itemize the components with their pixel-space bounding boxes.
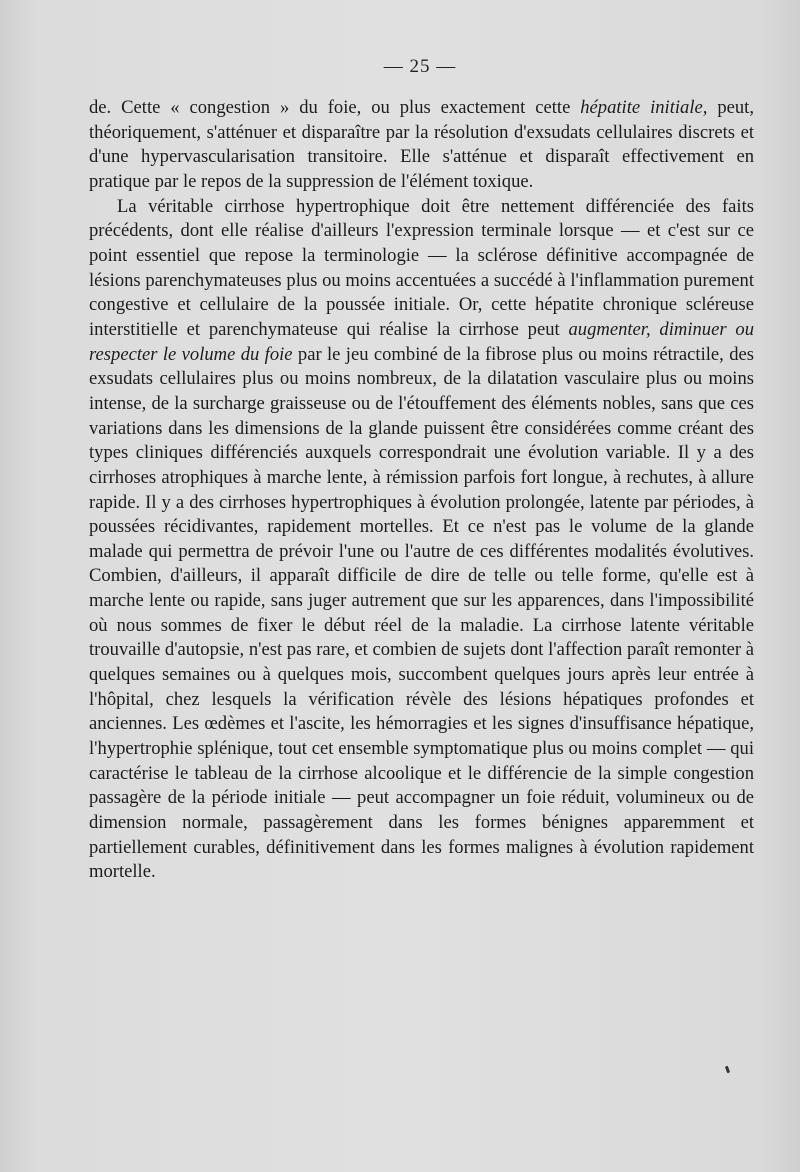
page-number: — 25 — [383,56,457,77]
ink-speck [725,1066,730,1074]
paragraph-2-italic: augmenter, diminuer ou respecter le volume du foie [89,318,754,365]
paragraph-2-text-a: La véritable cirrhose hypertrophique doit être nettement différenciée des faits précédents, dont elle réalise d'ailleurs l'expression terminale lorsque — et c'est sur ce point essentiel que repose la terminologie — la sclérose définitive accompagnée de lésions parenchymateuses plus ou moins accentuées a succédé à l'inflammation purement congestive et cellulaire de la poussée initiale. Or, cette hépatite chronique scléreuse interstitielle et parenchymateuse qui réalise la cirrhose peut [89,195,754,340]
paragraph-1-italic: hépatite initiale, [580,97,708,118]
body-text [89,96,754,885]
paragraph-2-text-b: par le jeu combiné de la fibrose plus ou moins rétractile, des exsudats cellulaires plus ou moins nombreux, de la dilatation vasculaire plus ou moins intense, de la surcharge graisseuse ou de l'étouffement des éléments nobles, sans que ces variations dans les dimensions de la glande puissent être considérées comme créant des types cliniques différenciés auxquels correspondrait une évolution variable. Il y a des cirrhoses atrophiques à marche lente, à rémission parfois fort longue, à rechutes, à allure rapide. Il y a des cirrhoses hypertrophiques à évolution prolongée, latente par périodes, à poussées récidivantes, rapidement mortelles. Et ce n'est pas le volume de la glande malade qui permettra de prévoir l'une ou l'autre de ces différentes modalités évolutives. Combien, d'ailleurs, il apparaît difficile de dire de telle ou telle forme, qu'elle est à marche lente ou rapide, sans juger autrement que sur les apparences, dans l'impossibilité où nous sommes de fixer le début réel de la maladie. La cirrhose latente véritable trouvaille d'autopsie, n'est pas rare, et combien de sujets dont l'affection paraît remonter à quelques semaines ou à quelques mois, succombent quelques jours après leur entrée à l'hôpital, chez lesquels la vérification révèle des lésions hépatiques profondes et anciennes. Les œdèmes et l'ascite, les hémorragies et les signes d'insuffisance hépatique, l'hypertrophie splénique, tout cet ensemble symptomatique plus ou moins complet — qui caractérise le tableau de la cirrhose alcoolique et le différencie de la simple congestion passagère de la période initiale — peut accompagner un foie réduit, volumineux ou de dimension normale, passagèrement dans les formes bénignes apparemment et partiellement curables, définitivement dans les formes malignes à évolution rapidement mortelle. [89,343,754,883]
paragraph-continuation [89,96,754,195]
paragraph-1-text-a: de. Cette « congestion » du foie, ou plus exactement cette [89,97,581,118]
paragraph-cirrhose [89,195,754,885]
paragraph-1-text-b: peut, théoriquement, s'atténuer et disparaître par la résolution d'exsudats cellulaires discrets et d'une hypervascularisation transitoire. Elle s'atténue et disparaît effectivement en pratique par le repos de la suppression de l'élément toxique. [89,97,754,192]
